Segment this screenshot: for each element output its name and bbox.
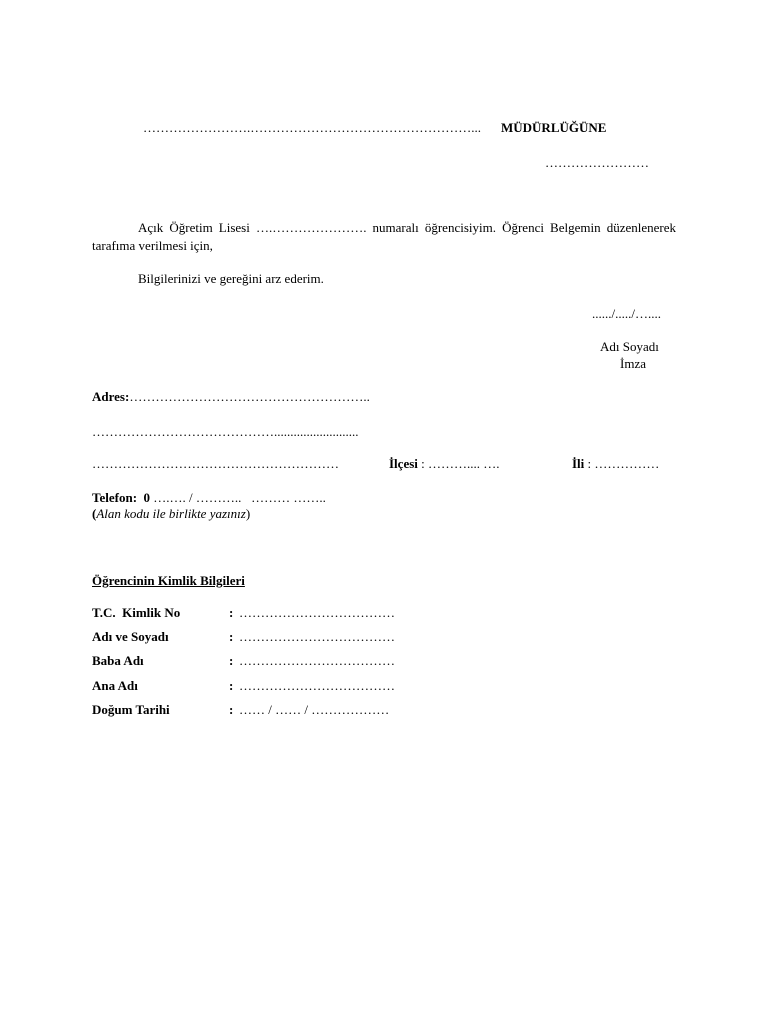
- city-field: [572, 456, 659, 472]
- identity-label-name: Adı ve Soyadı: [92, 629, 169, 644]
- address-dots-2: ……………………………………..........................: [92, 424, 359, 439]
- signature-label: İmza: [620, 356, 646, 371]
- city-label: İli: [572, 456, 585, 471]
- identity-value-name: ………………………………: [239, 629, 395, 644]
- identity-label-birthdate: Doğum Tarihi: [92, 702, 170, 717]
- identity-colon: :: [229, 702, 234, 717]
- phone-note-text: Alan kodu ile birlikte yazınız: [96, 506, 246, 521]
- phone-note: (Alan kodu ile birlikte yazınız): [92, 506, 251, 521]
- address-line-1: [92, 389, 370, 405]
- identity-value-father: ………………………………: [239, 653, 395, 668]
- name-label: Adı Soyadı: [600, 339, 659, 354]
- closing-paragraph: Bilgilerinizi ve gereğini arz ederim.: [138, 271, 324, 286]
- identity-heading: Öğrencinin Kimlik Bilgileri: [92, 573, 245, 588]
- address-dots-3: …………………………………………………: [92, 456, 339, 471]
- district-label: İlçesi: [389, 456, 418, 471]
- district-value: : ……….... ….: [421, 456, 500, 471]
- identity-colon: :: [229, 605, 234, 620]
- identity-colon: :: [229, 629, 234, 644]
- identity-label-mother: Ana Adı: [92, 678, 138, 693]
- district-field: [389, 456, 500, 472]
- request-paragraph: Açık Öğretim Lisesi ….…………………. numaralı öğrencisiyim. Öğrenci Belgemin düzenlenerek tarafıma verilmesi için,: [92, 220, 676, 253]
- city-value: : ……………: [587, 456, 660, 471]
- identity-value-birthdate: …… / …… / ………………: [239, 702, 390, 717]
- office-dots-line: …………………….……………………………………………...: [143, 120, 481, 135]
- address-label: Adres:: [92, 389, 130, 404]
- identity-label-father: Baba Adı: [92, 653, 144, 668]
- address-dots-1: ………………………………………………..: [129, 389, 370, 404]
- phone-value: ….…. / ……….. ……… ……..: [153, 490, 326, 505]
- page-title: MÜDÜRLÜĞÜNE: [501, 120, 607, 135]
- phone-zero: 0: [143, 490, 151, 505]
- subheader-dots: ……………………: [545, 155, 649, 170]
- identity-colon: :: [229, 678, 234, 693]
- identity-colon: :: [229, 653, 234, 668]
- identity-label-tc: T.C. Kimlik No: [92, 605, 181, 620]
- identity-value-tc: ………………………………: [239, 605, 395, 620]
- phone-label: Telefon:: [92, 490, 138, 505]
- date-field: ....../...../…....: [592, 306, 661, 321]
- phone-line: [92, 490, 326, 506]
- identity-value-mother: ………………………………: [239, 678, 395, 693]
